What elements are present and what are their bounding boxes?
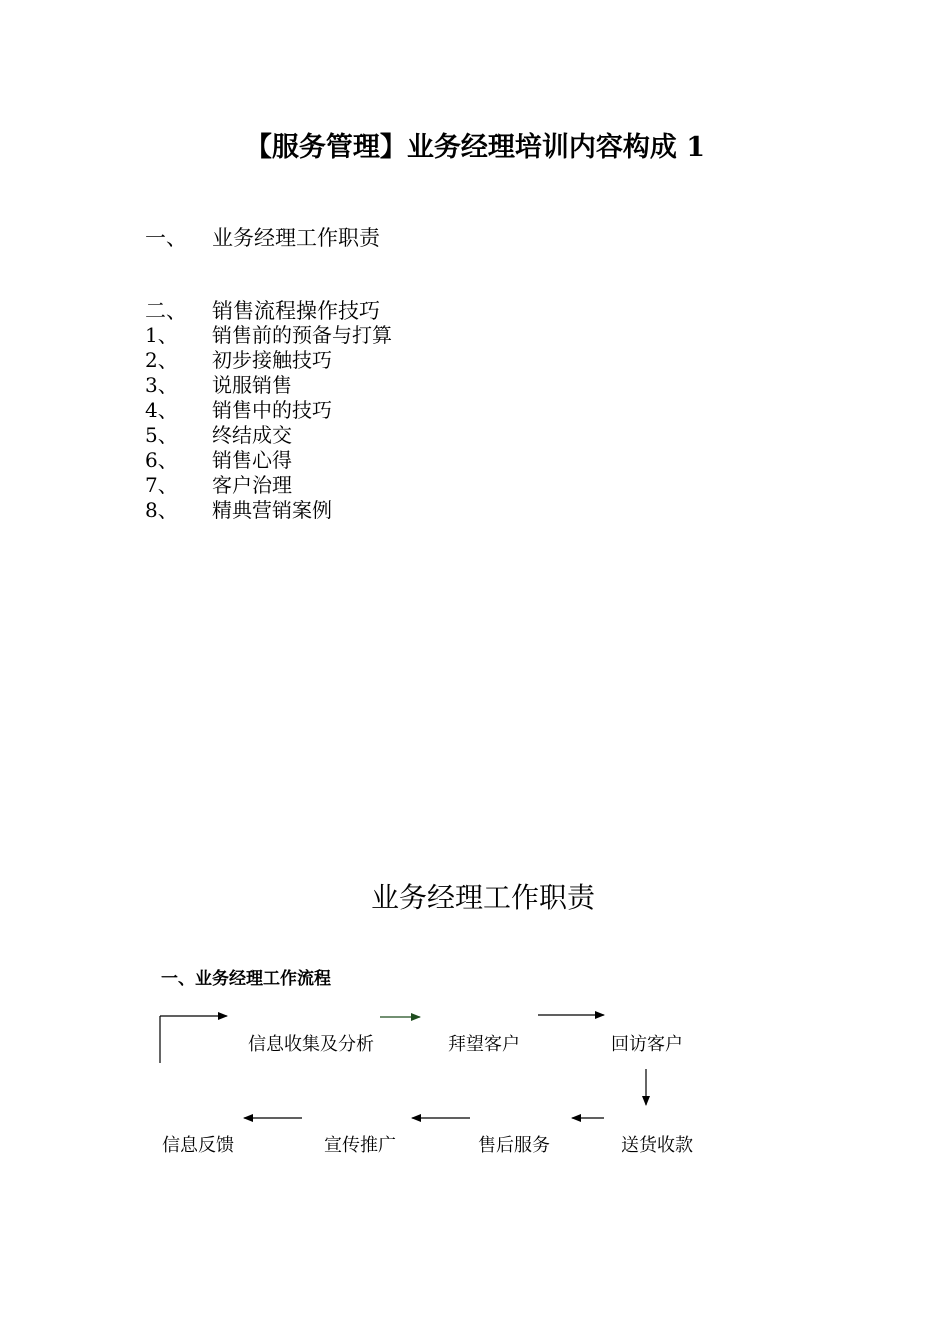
list-item: 终结成交 <box>212 423 292 447</box>
flow-node-info-collection: 信息收集及分析 <box>248 1034 374 1055</box>
list-item-number: 5、 <box>145 423 178 447</box>
flow-node-visit-client: 拜望客户 <box>448 1034 520 1055</box>
loop-back-connector <box>160 1016 227 1063</box>
section-1-heading: 业务经理工作职责 <box>212 226 380 250</box>
list-item: 初步接触技巧 <box>212 348 332 372</box>
list-item: 销售前的预备与打算 <box>212 323 392 347</box>
list-item-number: 1、 <box>145 323 178 347</box>
list-item: 销售心得 <box>212 448 292 472</box>
list-item-number: 8、 <box>145 498 178 522</box>
list-item-number: 2、 <box>145 348 178 372</box>
flow-node-promotion: 宣传推广 <box>324 1135 396 1156</box>
flow-node-delivery-payment: 送货收款 <box>621 1135 693 1156</box>
list-item-number: 4、 <box>145 398 178 422</box>
list-item: 精典营销案例 <box>212 498 332 522</box>
list-item-number: 6、 <box>145 448 178 472</box>
section-2-heading: 销售流程操作技巧 <box>212 299 380 323</box>
flow-node-feedback: 信息反馈 <box>162 1135 234 1156</box>
flow-node-revisit-client: 回访客户 <box>611 1034 683 1055</box>
list-item: 销售中的技巧 <box>212 398 332 422</box>
list-item-number: 3、 <box>145 373 178 397</box>
section-1-number: 一、 <box>145 226 187 250</box>
page-title: 业务经理工作职责 <box>370 881 595 914</box>
list-item: 客户治理 <box>212 473 292 497</box>
flow-section-heading: 一、业务经理工作流程 <box>161 969 331 989</box>
list-item: 说服销售 <box>212 373 292 397</box>
list-item-number: 7、 <box>145 473 178 497</box>
section-2-number: 二、 <box>145 299 187 323</box>
document-title: 【服务管理】业务经理培训内容构成 1 <box>244 132 706 163</box>
flow-node-after-sales: 售后服务 <box>478 1135 550 1156</box>
